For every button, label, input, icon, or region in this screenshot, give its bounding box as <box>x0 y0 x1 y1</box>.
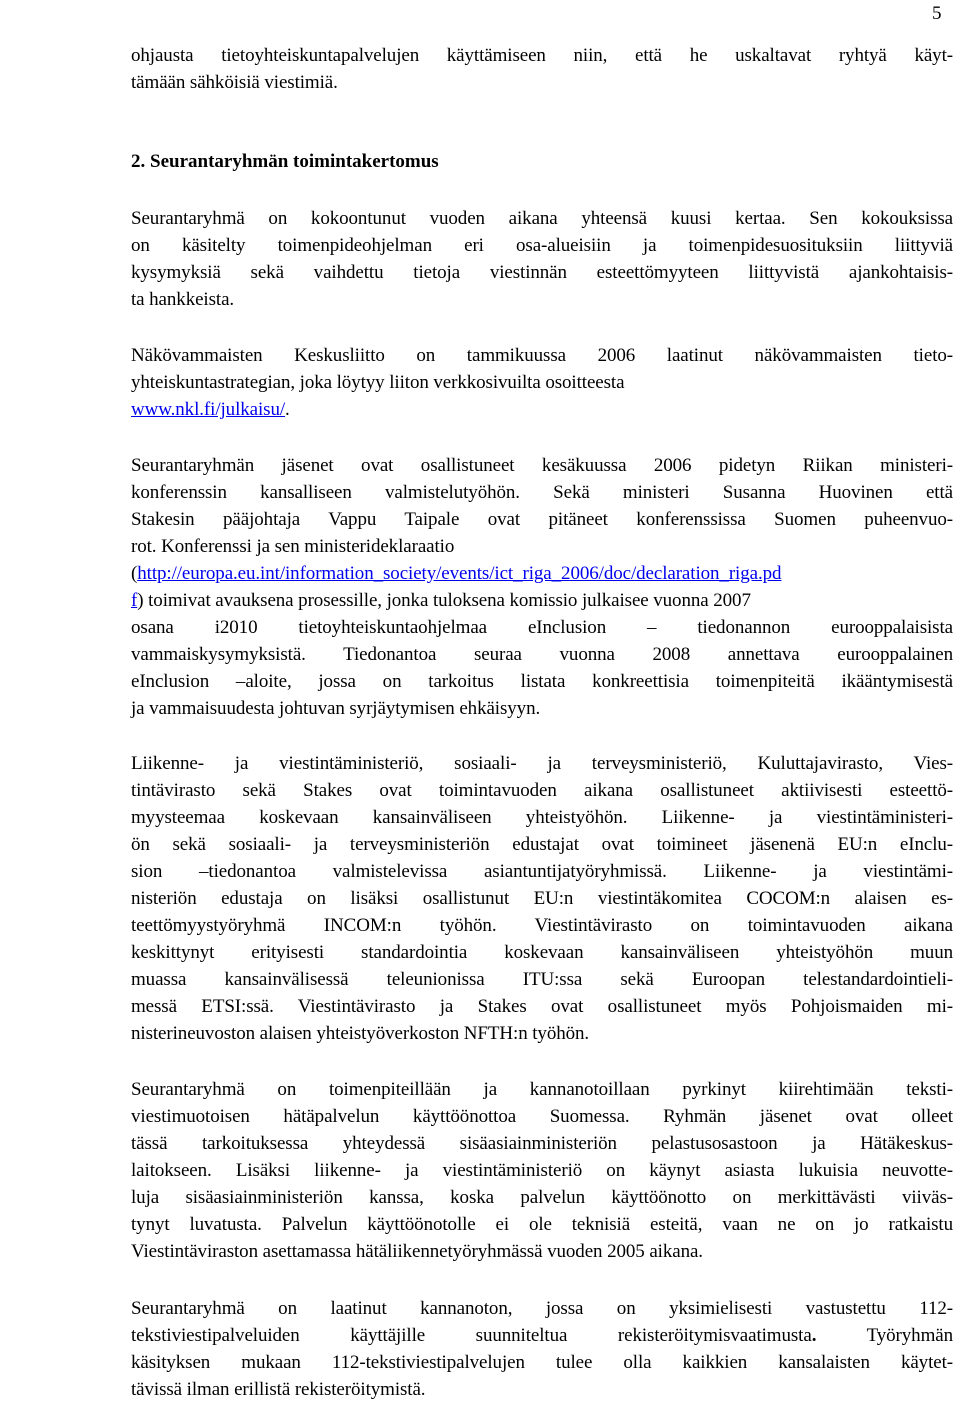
text-fragment: tekstiviestipalveluiden käyttäjille suunniteltua rekisteröitymisvaatimusta <box>131 1325 812 1346</box>
text-line: vammaiskysymyksistä. Tiedonantoa seuraa vuonna 2008 annettava eurooppalainen <box>131 644 953 665</box>
text-line: tintävirasto sekä Stakes ovat toimintavuoden aikana osallistuneet aktiivisesti esteettö- <box>131 780 953 801</box>
text-line: ja vammaisuudesta johtuvan syrjäytymisen ehkäisyyn. <box>131 698 541 719</box>
page-number: 5 <box>932 3 942 24</box>
text-line: viestimuotoisen hätäpalvelun käyttöönottoa Suomessa. Ryhmän jäsenet ovat olleet <box>131 1106 953 1127</box>
nkl-link[interactable]: www.nkl.fi/julkaisu/ <box>131 399 286 420</box>
text-fragment: ) toimivat avauksena prosessille, jonka tuloksena komissio julkaisee vuonna 2007 <box>137 590 751 611</box>
text-line <box>131 560 953 587</box>
text-line: Viestintäviraston asettamassa hätäliikennetyöryhmässä vuoden 2005 aikana. <box>131 1241 703 1262</box>
text-fragment: Työryhmän <box>816 1325 953 1346</box>
text-line: teettömyystyöryhmä INCOM:n työhön. Viestintävirasto on toimintavuoden aikana <box>131 915 953 936</box>
paragraph-registration-statement <box>131 1295 953 1403</box>
text-line: keskittynyt erityisesti standardointia koskevaan kansainväliseen yhteistyöhön muun <box>131 942 953 963</box>
text-line <box>131 587 953 614</box>
text-line: tynyt luvatusta. Palvelun käyttöönotolle ei ole teknisiä esteitä, vaan ne on jo ratkaistu <box>131 1214 953 1235</box>
text-line: ohjausta tietoyhteiskuntapalvelujen käyttämiseen niin, että he uskaltavat ryhtyä käyt- <box>131 45 953 66</box>
text-line: kysymyksiä sekä vaihdettu tietoja viestinnän esteettömyyteen liittyvistä ajankohtaisis- <box>131 262 953 283</box>
paragraph-emergency-sms <box>131 1076 953 1265</box>
text-line: Stakesin pääjohtaja Vappu Taipale ovat pitäneet konferenssissa Suomen puheenvuo- <box>131 509 953 530</box>
text-line: Näkövammaisten Keskusliitto on tammikuussa 2006 laatinut näkövammaisten tieto- <box>131 345 953 366</box>
text-line: ön sekä sosiaali- ja terveysministeriön edustajat ovat toimineet jäsenenä EU:n eInclu- <box>131 834 953 855</box>
paragraph-riga <box>131 452 953 722</box>
text-line: nisterineuvoston alaisen yhteistyöverkoston NFTH:n työhön. <box>131 1023 590 1044</box>
text-line <box>131 1322 953 1349</box>
text-fragment: . <box>285 399 290 420</box>
riga-declaration-link-continued[interactable]: f <box>131 590 138 611</box>
text-line: myysteemaa koskevaan kansainväliseen yhteistyöhön. Liikenne- ja viestintäministeri- <box>131 807 953 828</box>
text-line: tässä tarkoituksessa yhteydessä sisäasiainministeriön pelastusosastoon ja Hätäkeskus- <box>131 1133 953 1154</box>
text-line: eInclusion –aloite, jossa on tarkoitus listata konkreettisia toimenpiteitä ikääntymisestä <box>131 671 953 692</box>
text-line: on käsitelty toimenpideohjelman eri osa-alueisiin ja toimenpidesuosituksiin liittyviä <box>131 235 953 256</box>
text-line: rot. Konferenssi ja sen ministerideklaraatio <box>131 536 455 557</box>
text-line: luja sisäasiainministeriön kanssa, koska palvelun käyttöönotto on merkittävästi viiväs- <box>131 1187 953 1208</box>
text-line: osana i2010 tietoyhteiskuntaohjelmaa eInclusion – tiedonannon eurooppalaisista <box>131 617 953 638</box>
text-line <box>131 396 953 423</box>
text-line: laitokseen. Lisäksi liikenne- ja viestintäministeriö on käynyt asiasta lukuisia neuvotte- <box>131 1160 953 1181</box>
section-heading: 2. Seurantaryhmän toimintakertomus <box>131 151 439 172</box>
text-line: Seurantaryhmän jäsenet ovat osallistuneet kesäkuussa 2006 pidetyn Riikan ministeri- <box>131 455 953 476</box>
text-line: konferenssin kansalliseen valmistelutyöhön. Sekä ministeri Susanna Huovinen että <box>131 482 953 503</box>
text-fragment-bold: . <box>811 1325 817 1346</box>
text-line: Liikenne- ja viestintäministeriö, sosiaali- ja terveysministeriö, Kuluttajavirasto, Vies- <box>131 753 953 774</box>
paragraph-international-cooperation <box>131 750 953 1047</box>
text-fragment: ( <box>131 563 138 584</box>
text-line: ta hankkeista. <box>131 289 235 310</box>
paragraph-strategy <box>131 342 953 423</box>
text-line: tävissä ilman erillistä rekisteröitymistä. <box>131 1379 426 1400</box>
text-line: messä ETSI:ssä. Viestintävirasto ja Stakes ovat osallistuneet myös Pohjoismaiden mi- <box>131 996 953 1017</box>
text-line: tämään sähköisiä viestimiä. <box>131 72 338 93</box>
text-line: Seurantaryhmä on toimenpiteillään ja kannanotoillaan pyrkinyt kiirehtimään teksti- <box>131 1079 953 1100</box>
intro-paragraph <box>131 42 953 96</box>
text-line: sion –tiedonantoa valmistelevissa asiantuntijatyöryhmissä. Liikenne- ja viestintämi- <box>131 861 953 882</box>
text-line: Seurantaryhmä on kokoontunut vuoden aikana yhteensä kuusi kertaa. Sen kokouksissa <box>131 208 953 229</box>
paragraph-meetings <box>131 205 953 313</box>
riga-declaration-link[interactable]: http://europa.eu.int/information_society/events/ict_riga_2006/doc/declaration_riga.pd <box>137 563 782 584</box>
text-line: Seurantaryhmä on laatinut kannanoton, jossa on yksimielisesti vastustettu 112- <box>131 1298 953 1319</box>
text-line: muassa kansainvälisessä teleunionissa ITU:ssa sekä Euroopan telestandardointieli- <box>131 969 953 990</box>
text-line: nisteriön edustaja on lisäksi osallistunut EU:n viestintäkomitea COCOM:n alaisen es- <box>131 888 953 909</box>
text-line: käsityksen mukaan 112-tekstiviestipalvelujen tulee olla kaikkien kansalaisten käytet- <box>131 1352 953 1373</box>
text-line: yhteiskuntastrategian, joka löytyy liiton verkkosivuilta osoitteesta <box>131 372 625 393</box>
